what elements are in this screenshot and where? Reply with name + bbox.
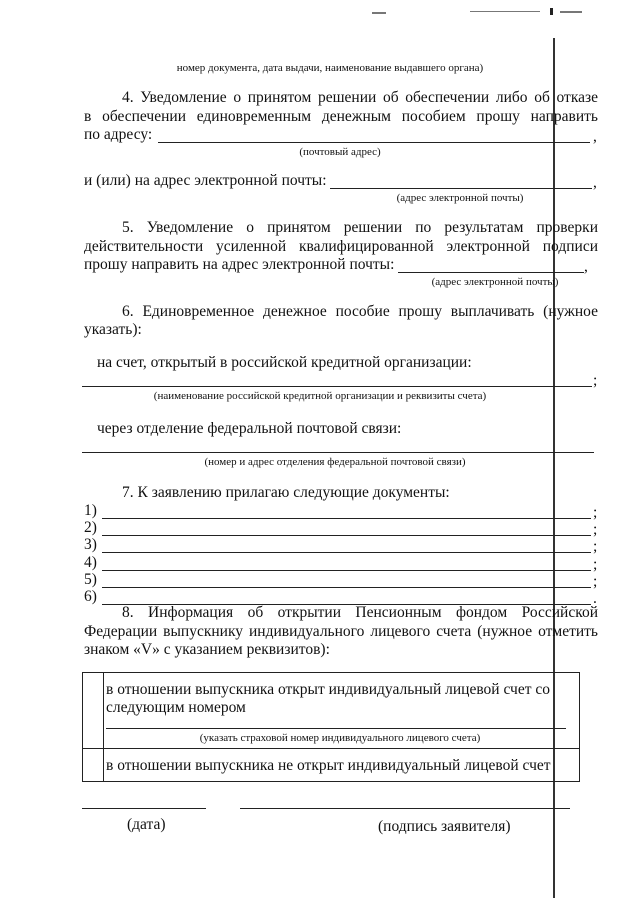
section5-end-comma: , — [584, 258, 588, 275]
document-item-end: ; — [593, 504, 598, 521]
scan-noise — [550, 8, 553, 15]
document-item-number: 4) — [84, 553, 97, 571]
date-label: (дата) — [127, 816, 166, 833]
document-item-number: 3) — [84, 536, 97, 554]
document-item-end: ; — [593, 572, 598, 590]
section4-line1: 4. Уведомление о принятом решении об обеспечении либо об отказе — [122, 89, 598, 106]
section8-line3: знаком «V» с указанием реквизитов): — [84, 641, 330, 658]
postal-address-field[interactable] — [158, 142, 590, 143]
document-item-field[interactable] — [102, 535, 591, 536]
signature-check-email-field[interactable] — [398, 272, 584, 273]
passport-caption: номер документа, дата выдачи, наименование выдавшего органа) — [176, 62, 484, 74]
section8-line2: Федерации выпускнику индивидуального лицевого счета (нужное отметить — [84, 623, 598, 640]
date-field[interactable] — [82, 808, 206, 809]
bank-account-field[interactable] — [82, 386, 592, 387]
email-address-caption: (адрес электронной почты) — [396, 192, 524, 204]
email-label: и (или) на адрес электронной почты: — [84, 172, 327, 189]
signature-label: (подпись заявителя) — [378, 818, 511, 835]
document-item-end: ; — [593, 555, 598, 573]
bank-end-semicolon: ; — [593, 372, 598, 389]
signature-field[interactable] — [240, 808, 570, 809]
email-end-comma: , — [593, 174, 597, 191]
scan-noise — [470, 11, 540, 12]
post-office-field[interactable] — [82, 452, 594, 453]
section6-line1: 6. Единовременное денежное пособие прошу выплачивать (нужное — [122, 303, 598, 320]
document-item-field[interactable] — [102, 587, 591, 588]
document-item-end: ; — [593, 538, 598, 556]
bank-account-label: на счет, открытый в российской кредитной организации: — [97, 354, 472, 371]
document-item-field[interactable] — [102, 570, 591, 571]
section5-email-caption: (адрес электронной почты) — [431, 276, 559, 288]
section5-line3: прошу направить на адрес электронной почты: — [84, 256, 395, 273]
option2-text: в отношении выпускника не открыт индивидуальный лицевой счет — [106, 757, 551, 774]
postal-end-comma: , — [593, 128, 597, 145]
bank-account-caption: (наименование российской кредитной организации и реквизиты счета) — [153, 390, 487, 402]
document-item-end: . — [593, 590, 597, 607]
post-office-caption: (номер и адрес отделения федеральной почтовой связи) — [204, 456, 466, 468]
option1-line2: следующим номером — [106, 699, 246, 716]
section5-line1: 5. Уведомление о принятом решении по результатам проверки — [122, 219, 598, 236]
option1-checkbox[interactable] — [83, 673, 102, 747]
section4-line3: по адресу: — [84, 126, 153, 143]
table-column-divider — [103, 672, 104, 781]
section8-line1: 8. Информация об открытии Пенсионным фондом Российской — [122, 604, 598, 621]
document-item-field[interactable] — [102, 518, 591, 519]
section4-line2: в обеспечении единовременным денежным пособием прошу направить — [84, 108, 598, 125]
document-item-number: 2) — [84, 519, 97, 537]
scan-noise — [560, 11, 582, 13]
document-item-field[interactable] — [102, 552, 591, 553]
option2-checkbox[interactable] — [83, 749, 102, 779]
post-office-label: через отделение федеральной почтовой связи: — [97, 420, 402, 437]
document-item-end: ; — [593, 521, 598, 539]
section6-line2: указать): — [84, 321, 142, 338]
document-item-number: 6) — [84, 588, 97, 605]
section5-line2: действительности усиленной квалифицированной электронной подписи — [84, 238, 598, 255]
table-row-divider — [82, 748, 579, 749]
option1-line1: в отношении выпускника открыт индивидуальный лицевой счет со — [106, 681, 550, 698]
postal-address-caption: (почтовый адрес) — [299, 146, 381, 158]
document-item-number: 5) — [84, 570, 97, 588]
snils-field[interactable] — [106, 728, 566, 729]
document-item-number: 1) — [84, 502, 97, 519]
section7-title: 7. К заявлению прилагаю следующие документы: — [122, 484, 450, 501]
scan-noise — [372, 12, 386, 14]
email-address-field[interactable] — [330, 188, 592, 189]
snils-caption: (указать страховой номер индивидуального лицевого счета) — [199, 732, 481, 744]
